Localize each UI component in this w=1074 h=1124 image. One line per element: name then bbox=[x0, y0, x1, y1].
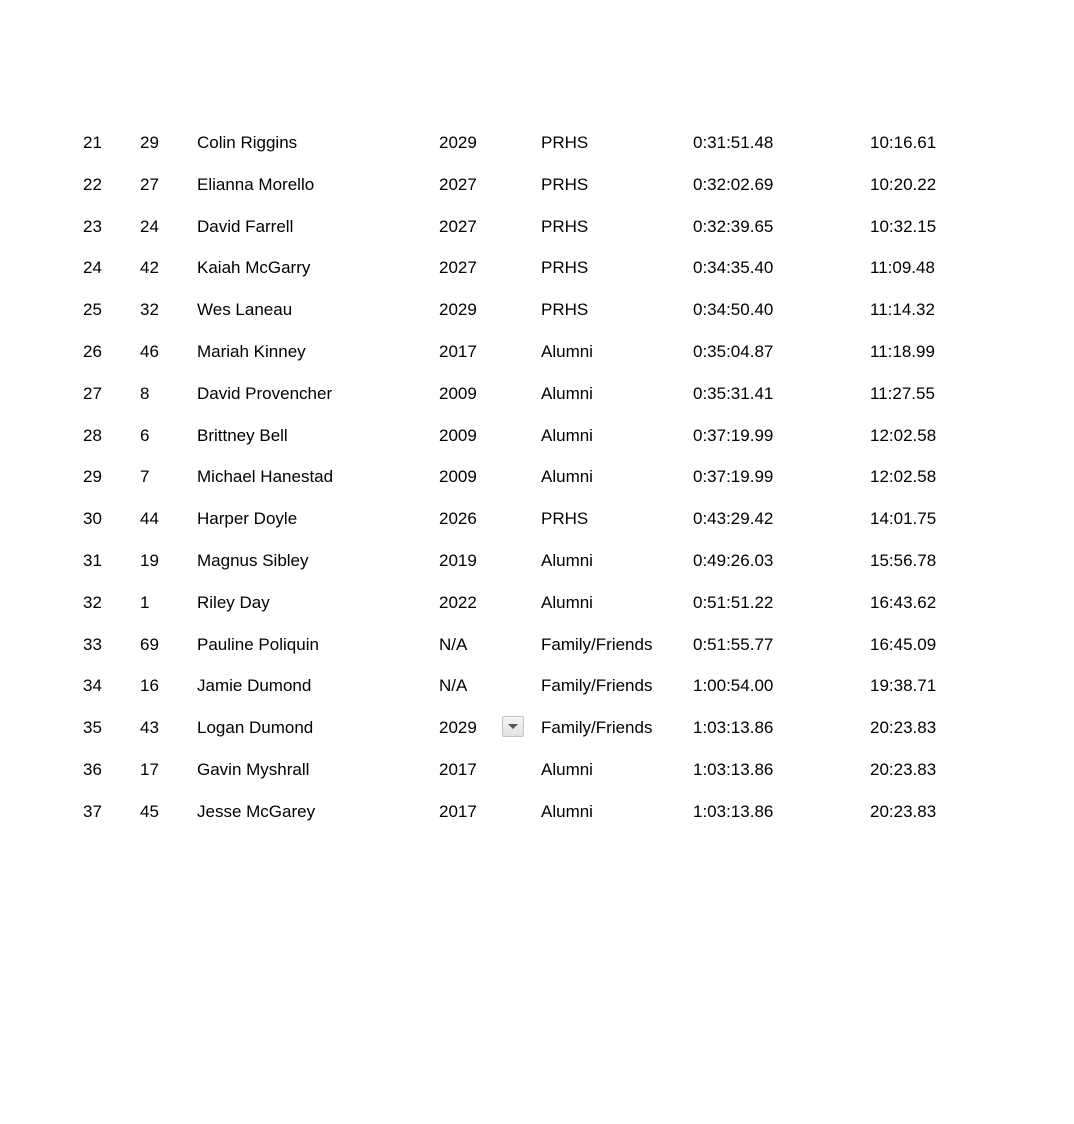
team-cell: PRHS bbox=[541, 216, 589, 236]
runner-name-cell: Magnus Sibley bbox=[197, 550, 309, 570]
table-row bbox=[0, 373, 1074, 415]
table-row bbox=[0, 498, 1074, 540]
team-cell: Alumni bbox=[541, 383, 593, 403]
bib-cell: 69 bbox=[140, 634, 159, 654]
finish-time-cell: 0:37:19.99 bbox=[693, 425, 774, 445]
table-row bbox=[0, 624, 1074, 666]
pace-cell: 10:16.61 bbox=[870, 133, 937, 152]
class-year-cell: 2029 bbox=[439, 133, 477, 152]
runner-name-cell: Colin Riggins bbox=[197, 133, 298, 152]
place-cell: 31 bbox=[83, 550, 102, 570]
pace-cell: 11:27.55 bbox=[870, 383, 935, 403]
table-row bbox=[0, 289, 1074, 331]
table-row bbox=[0, 749, 1074, 791]
pace-cell: 11:14.32 bbox=[870, 300, 935, 320]
bib-cell: 17 bbox=[140, 759, 159, 779]
runner-name-cell: Riley Day bbox=[197, 592, 270, 612]
pace-cell: 20:23.83 bbox=[870, 759, 937, 779]
team-cell: Alumni bbox=[541, 425, 593, 445]
finish-time-cell: 0:32:39.65 bbox=[693, 216, 774, 236]
finish-time-cell: 0:43:29.42 bbox=[693, 509, 774, 529]
place-cell: 30 bbox=[83, 509, 102, 529]
class-year-cell: 2022 bbox=[439, 592, 477, 612]
finish-time-cell: 0:35:04.87 bbox=[693, 341, 774, 361]
results-table bbox=[0, 122, 1074, 833]
place-cell: 26 bbox=[83, 341, 102, 361]
bib-cell: 46 bbox=[140, 341, 159, 361]
table-row bbox=[0, 540, 1074, 582]
bib-cell: 24 bbox=[140, 216, 159, 236]
runner-name-cell: Wes Laneau bbox=[197, 300, 293, 320]
team-cell: Family/Friends bbox=[541, 676, 653, 696]
team-cell: PRHS bbox=[541, 509, 589, 529]
pace-cell: 16:43.62 bbox=[870, 592, 937, 612]
class-year-cell: N/A bbox=[439, 634, 468, 654]
table-row bbox=[0, 665, 1074, 707]
runner-name-cell: Michael Hanestad bbox=[197, 467, 334, 487]
caret-down-icon bbox=[508, 724, 518, 729]
place-cell: 24 bbox=[83, 258, 102, 278]
runner-name-cell: Harper Doyle bbox=[197, 509, 298, 529]
pace-cell: 11:09.48 bbox=[870, 258, 935, 278]
pace-cell: 10:32.15 bbox=[870, 216, 937, 236]
finish-time-cell: 1:00:54.00 bbox=[693, 676, 774, 696]
pace-cell: 15:56.78 bbox=[870, 550, 937, 570]
pace-cell: 20:23.83 bbox=[870, 718, 937, 738]
finish-time-cell: 0:32:02.69 bbox=[693, 174, 774, 194]
runner-name-cell: Logan Dumond bbox=[197, 718, 314, 738]
team-cell: PRHS bbox=[541, 258, 589, 278]
place-cell: 34 bbox=[83, 676, 102, 696]
runner-name-cell: Elianna Morello bbox=[197, 174, 315, 194]
table-row bbox=[0, 206, 1074, 248]
pace-cell: 11:18.99 bbox=[870, 341, 935, 361]
place-cell: 28 bbox=[83, 425, 102, 445]
team-dropdown-button[interactable] bbox=[502, 716, 524, 737]
table-row bbox=[0, 707, 1074, 749]
team-cell: Alumni bbox=[541, 341, 593, 361]
bib-cell: 1 bbox=[140, 592, 150, 612]
runner-name-cell: Jamie Dumond bbox=[197, 676, 312, 696]
bib-cell: 7 bbox=[140, 467, 150, 487]
team-cell: Alumni bbox=[541, 550, 593, 570]
finish-time-cell: 0:34:50.40 bbox=[693, 300, 774, 320]
bib-cell: 29 bbox=[140, 133, 159, 152]
class-year-cell: 2017 bbox=[439, 759, 477, 779]
place-cell: 22 bbox=[83, 174, 102, 194]
finish-time-cell: 0:34:35.40 bbox=[693, 258, 774, 278]
bib-cell: 42 bbox=[140, 258, 159, 278]
pace-cell: 19:38.71 bbox=[870, 676, 937, 696]
finish-time-cell: 1:03:13.86 bbox=[693, 759, 774, 779]
class-year-cell: N/A bbox=[439, 676, 468, 696]
class-year-cell: 2027 bbox=[439, 174, 477, 194]
team-cell: Alumni bbox=[541, 467, 593, 487]
team-cell: Alumni bbox=[541, 801, 593, 821]
class-year-cell: 2027 bbox=[439, 216, 477, 236]
pace-cell: 16:45.09 bbox=[870, 634, 937, 654]
pace-cell: 12:02.58 bbox=[870, 467, 937, 487]
bib-cell: 43 bbox=[140, 718, 159, 738]
pace-cell: 20:23.83 bbox=[870, 801, 937, 821]
place-cell: 23 bbox=[83, 216, 102, 236]
finish-time-cell: 0:51:55.77 bbox=[693, 634, 774, 654]
class-year-cell: 2009 bbox=[439, 425, 477, 445]
team-cell: PRHS bbox=[541, 133, 589, 152]
team-cell: Alumni bbox=[541, 759, 593, 779]
runner-name-cell: Mariah Kinney bbox=[197, 341, 306, 361]
finish-time-cell: 0:37:19.99 bbox=[693, 467, 774, 487]
runner-name-cell: Gavin Myshrall bbox=[197, 759, 310, 779]
finish-time-cell: 0:35:31.41 bbox=[693, 383, 774, 403]
team-cell: Family/Friends bbox=[541, 718, 653, 738]
place-cell: 27 bbox=[83, 383, 102, 403]
bib-cell: 32 bbox=[140, 300, 159, 320]
class-year-cell: 2026 bbox=[439, 509, 477, 529]
team-cell: PRHS bbox=[541, 300, 589, 320]
runner-name-cell: Pauline Poliquin bbox=[197, 634, 319, 654]
runner-name-cell: Brittney Bell bbox=[197, 425, 288, 445]
class-year-cell: 2019 bbox=[439, 550, 477, 570]
place-cell: 21 bbox=[83, 133, 102, 152]
team-cell: PRHS bbox=[541, 174, 589, 194]
bib-cell: 16 bbox=[140, 676, 159, 696]
bib-cell: 44 bbox=[140, 509, 159, 529]
place-cell: 25 bbox=[83, 300, 102, 320]
runner-name-cell: Jesse McGarey bbox=[197, 801, 316, 821]
table-row bbox=[0, 331, 1074, 373]
class-year-cell: 2017 bbox=[439, 801, 477, 821]
table-row bbox=[0, 456, 1074, 498]
class-year-cell: 2027 bbox=[439, 258, 477, 278]
team-cell: Alumni bbox=[541, 592, 593, 612]
class-year-cell: 2009 bbox=[439, 467, 477, 487]
table-row bbox=[0, 582, 1074, 624]
finish-time-cell: 0:31:51.48 bbox=[693, 133, 774, 152]
finish-time-cell: 1:03:13.86 bbox=[693, 718, 774, 738]
finish-time-cell: 0:49:26.03 bbox=[693, 550, 774, 570]
bib-cell: 19 bbox=[140, 550, 159, 570]
place-cell: 32 bbox=[83, 592, 102, 612]
place-cell: 29 bbox=[83, 467, 102, 487]
bib-cell: 8 bbox=[140, 383, 150, 403]
team-cell: Family/Friends bbox=[541, 634, 653, 654]
pace-cell: 10:20.22 bbox=[870, 174, 937, 194]
pace-cell: 14:01.75 bbox=[870, 509, 937, 529]
table-row bbox=[0, 415, 1074, 457]
finish-time-cell: 1:03:13.86 bbox=[693, 801, 774, 821]
bib-cell: 6 bbox=[140, 425, 150, 445]
class-year-cell: 2009 bbox=[439, 383, 477, 403]
bib-cell: 45 bbox=[140, 801, 159, 821]
runner-name-cell: David Provencher bbox=[197, 383, 333, 403]
class-year-cell: 2029 bbox=[439, 300, 477, 320]
place-cell: 35 bbox=[83, 718, 102, 738]
table-row bbox=[0, 122, 1074, 164]
table-row bbox=[0, 791, 1074, 833]
place-cell: 37 bbox=[83, 801, 102, 821]
runner-name-cell: David Farrell bbox=[197, 216, 294, 236]
class-year-cell: 2029 bbox=[439, 718, 477, 738]
class-year-cell: 2017 bbox=[439, 341, 477, 361]
place-cell: 36 bbox=[83, 759, 102, 779]
bib-cell: 27 bbox=[140, 174, 159, 194]
table-row bbox=[0, 247, 1074, 289]
pace-cell: 12:02.58 bbox=[870, 425, 937, 445]
runner-name-cell: Kaiah McGarry bbox=[197, 258, 311, 278]
finish-time-cell: 0:51:51.22 bbox=[693, 592, 774, 612]
place-cell: 33 bbox=[83, 634, 102, 654]
table-row bbox=[0, 164, 1074, 206]
